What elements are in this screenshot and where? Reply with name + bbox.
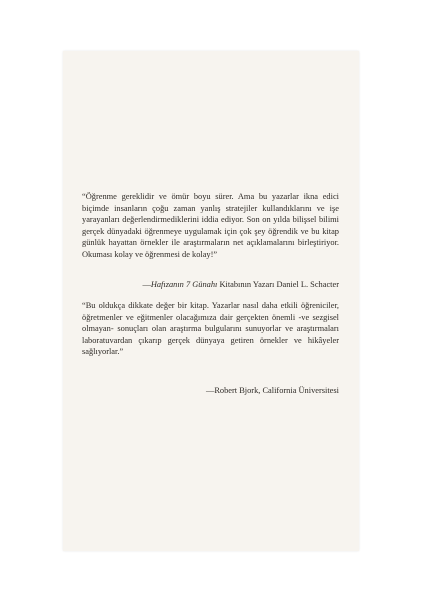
quote-attribution-bjork: —Robert Bjork, California Üniversitesi [205, 386, 339, 395]
attribution-author: Kitabının Yazarı Daniel L. Schacter [217, 280, 339, 289]
quote-attribution-schacter [142, 279, 339, 290]
quote-text: “Öğrenme gereklidir ve ömür boyu sürer. Ama bu yazarlar ikna edici biçimde insanların çoğu zaman yanlış stratejiler kullandıklarını ve işe yarayanları değerlendirmediklerini iddia ediyor. Son on yılda bilişsel bilimi gerçek dünyadaki öğrenmeye uygulamak için çok şey öğrendik ve bu kitap günlük hayattan örnekler ile araştırmaların net açıklamalarını birleştiriyor. Okuması kolay ve öğrenmesi de kolay!” [82, 192, 339, 259]
book-back-cover [63, 51, 359, 551]
attribution-dash: — [142, 280, 151, 289]
quote-text: “Bu oldukça dikkate değer bir kitap. Yazarlar nasıl daha etkili öğreniciler, öğretmenler ve eğitmenler olacağımıza dair gerçekten önemli -ve sezgisel olmayan- sonuçları olan araştırma bulgularını sunuyorlar ve araştırmaları laboratuvardan çıkarıp gerçek dünyaya getiren örnekler ve hikâyeler sağlıyorlar.” [82, 301, 339, 357]
endorsement-quote-schacter [82, 191, 339, 261]
book-title: Hafızanın 7 Günahı [150, 280, 218, 289]
endorsement-quote-bjork [82, 300, 339, 358]
